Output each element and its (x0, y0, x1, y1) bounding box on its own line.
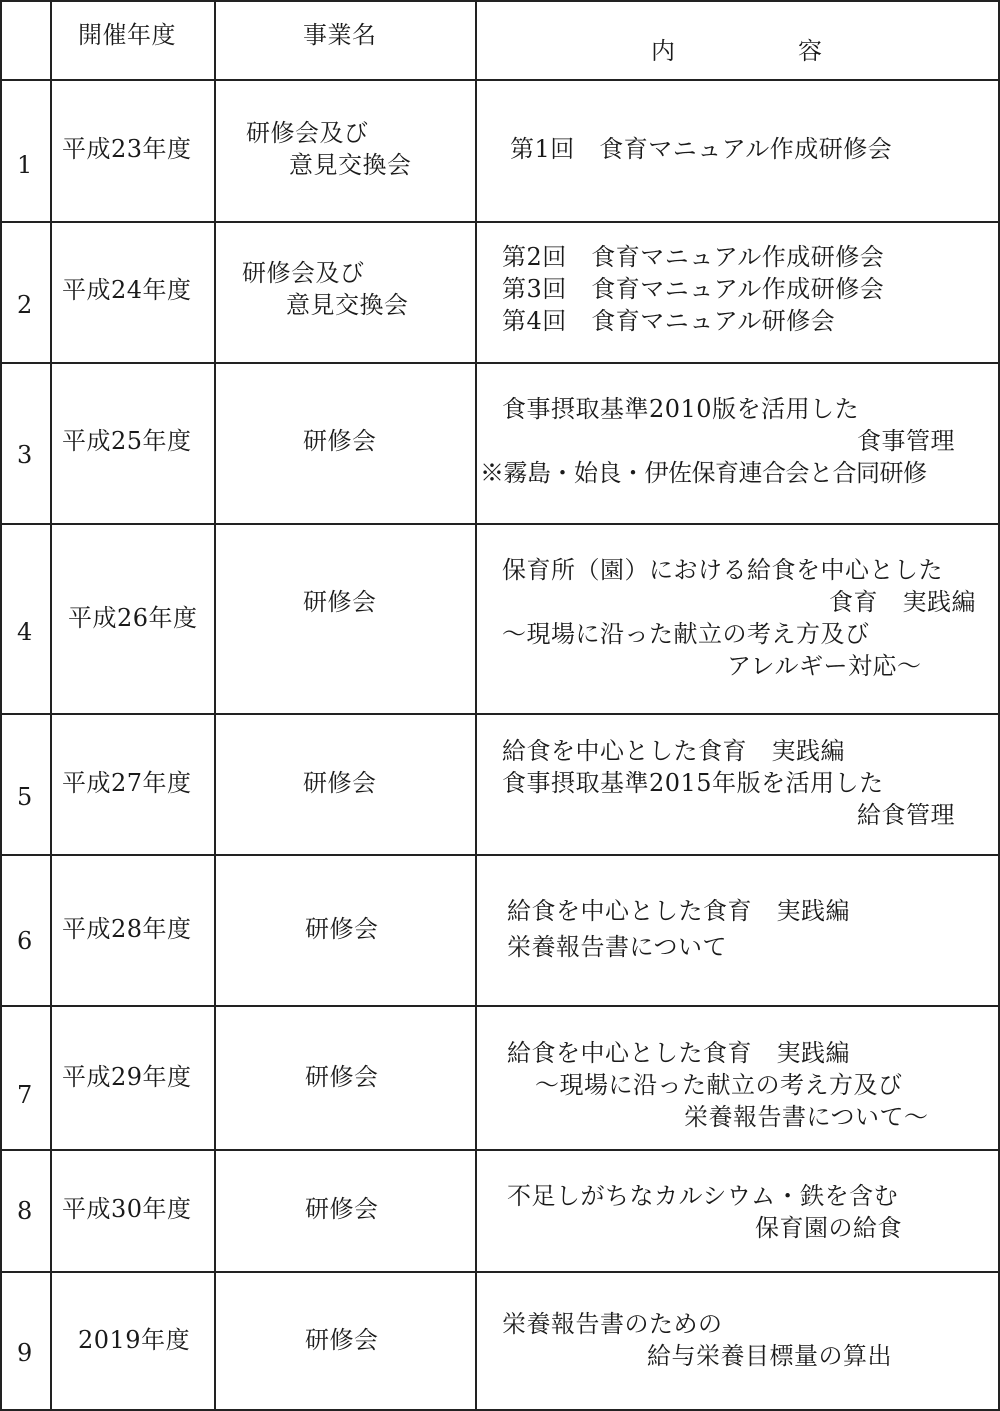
row-content: 第4回 食育マニュアル研修会 (502, 307, 836, 335)
row-project: 研修会及び (242, 259, 365, 287)
row-content: 食事摂取基準2010版を活用した (502, 395, 860, 423)
row-content: ～現場に沿った献立の考え方及び (535, 1071, 903, 1099)
row-year: 平成25年度 (62, 427, 192, 455)
row-content: 保育所（園）における給食を中心とした (502, 556, 943, 584)
row-content: 第1回 食育マニュアル作成研修会 (510, 135, 893, 163)
row-year: 平成30年度 (62, 1195, 192, 1223)
row-content: 給食を中心とした食育 実践編 (507, 897, 850, 925)
row-number: 3 (17, 441, 33, 469)
row-project: 研修会及び (246, 119, 369, 147)
header-content: 内 容 (651, 37, 823, 65)
row-content: ～現場に沿った献立の考え方及び (502, 620, 870, 648)
row-content: 給食管理 (857, 801, 955, 829)
row-content: 不足しがちなカルシウム・鉄を含む (507, 1182, 899, 1210)
row-year: 平成29年度 (62, 1063, 192, 1091)
row-year: 平成28年度 (62, 915, 192, 943)
row-content: 給食を中心とした食育 実践編 (502, 737, 845, 765)
row-year: 平成24年度 (62, 276, 192, 304)
row-number: 2 (17, 291, 33, 319)
header-project: 事業名 (303, 21, 377, 49)
row-content: 栄養報告書について (507, 933, 728, 961)
row-year: 平成27年度 (62, 769, 192, 797)
row-content: 第3回 食育マニュアル作成研修会 (502, 275, 885, 303)
row-number: 6 (17, 927, 33, 955)
row-project: 意見交換会 (289, 151, 412, 179)
row-content: アレルギー対応～ (727, 652, 922, 680)
row-content: 給食を中心とした食育 実践編 (507, 1039, 850, 1067)
row-project: 研修会 (305, 1326, 379, 1354)
row-content: 第2回 食育マニュアル作成研修会 (502, 243, 885, 271)
row-content: 食育 実践編 (829, 588, 976, 616)
row-content: 保育園の給食 (755, 1214, 902, 1242)
row-content: ※霧島・始良・伊佐保育連合会と合同研修 (480, 459, 927, 487)
row-number: 5 (17, 783, 33, 811)
row-content: 栄養報告書について～ (684, 1103, 929, 1131)
row-project: 研修会 (303, 769, 377, 797)
row-year: 平成23年度 (62, 135, 192, 163)
header-year: 開催年度 (78, 21, 176, 49)
row-number: 9 (17, 1339, 33, 1367)
row-project: 研修会 (303, 427, 377, 455)
row-year: 2019年度 (78, 1326, 191, 1354)
row-project: 研修会 (305, 1195, 379, 1223)
row-number: 7 (17, 1081, 33, 1109)
row-content: 給与栄養目標量の算出 (647, 1342, 892, 1370)
row-content: 栄養報告書のための (502, 1310, 723, 1338)
row-project: 研修会 (303, 588, 377, 616)
row-content: 食事管理 (857, 427, 955, 455)
row-project: 意見交換会 (286, 291, 409, 319)
row-number: 8 (17, 1197, 33, 1225)
row-year: 平成26年度 (68, 604, 198, 632)
row-project: 研修会 (305, 915, 379, 943)
row-content: 食事摂取基準2015年版を活用した (502, 769, 884, 797)
row-number: 4 (17, 618, 33, 646)
row-project: 研修会 (305, 1063, 379, 1091)
row-number: 1 (17, 151, 33, 179)
